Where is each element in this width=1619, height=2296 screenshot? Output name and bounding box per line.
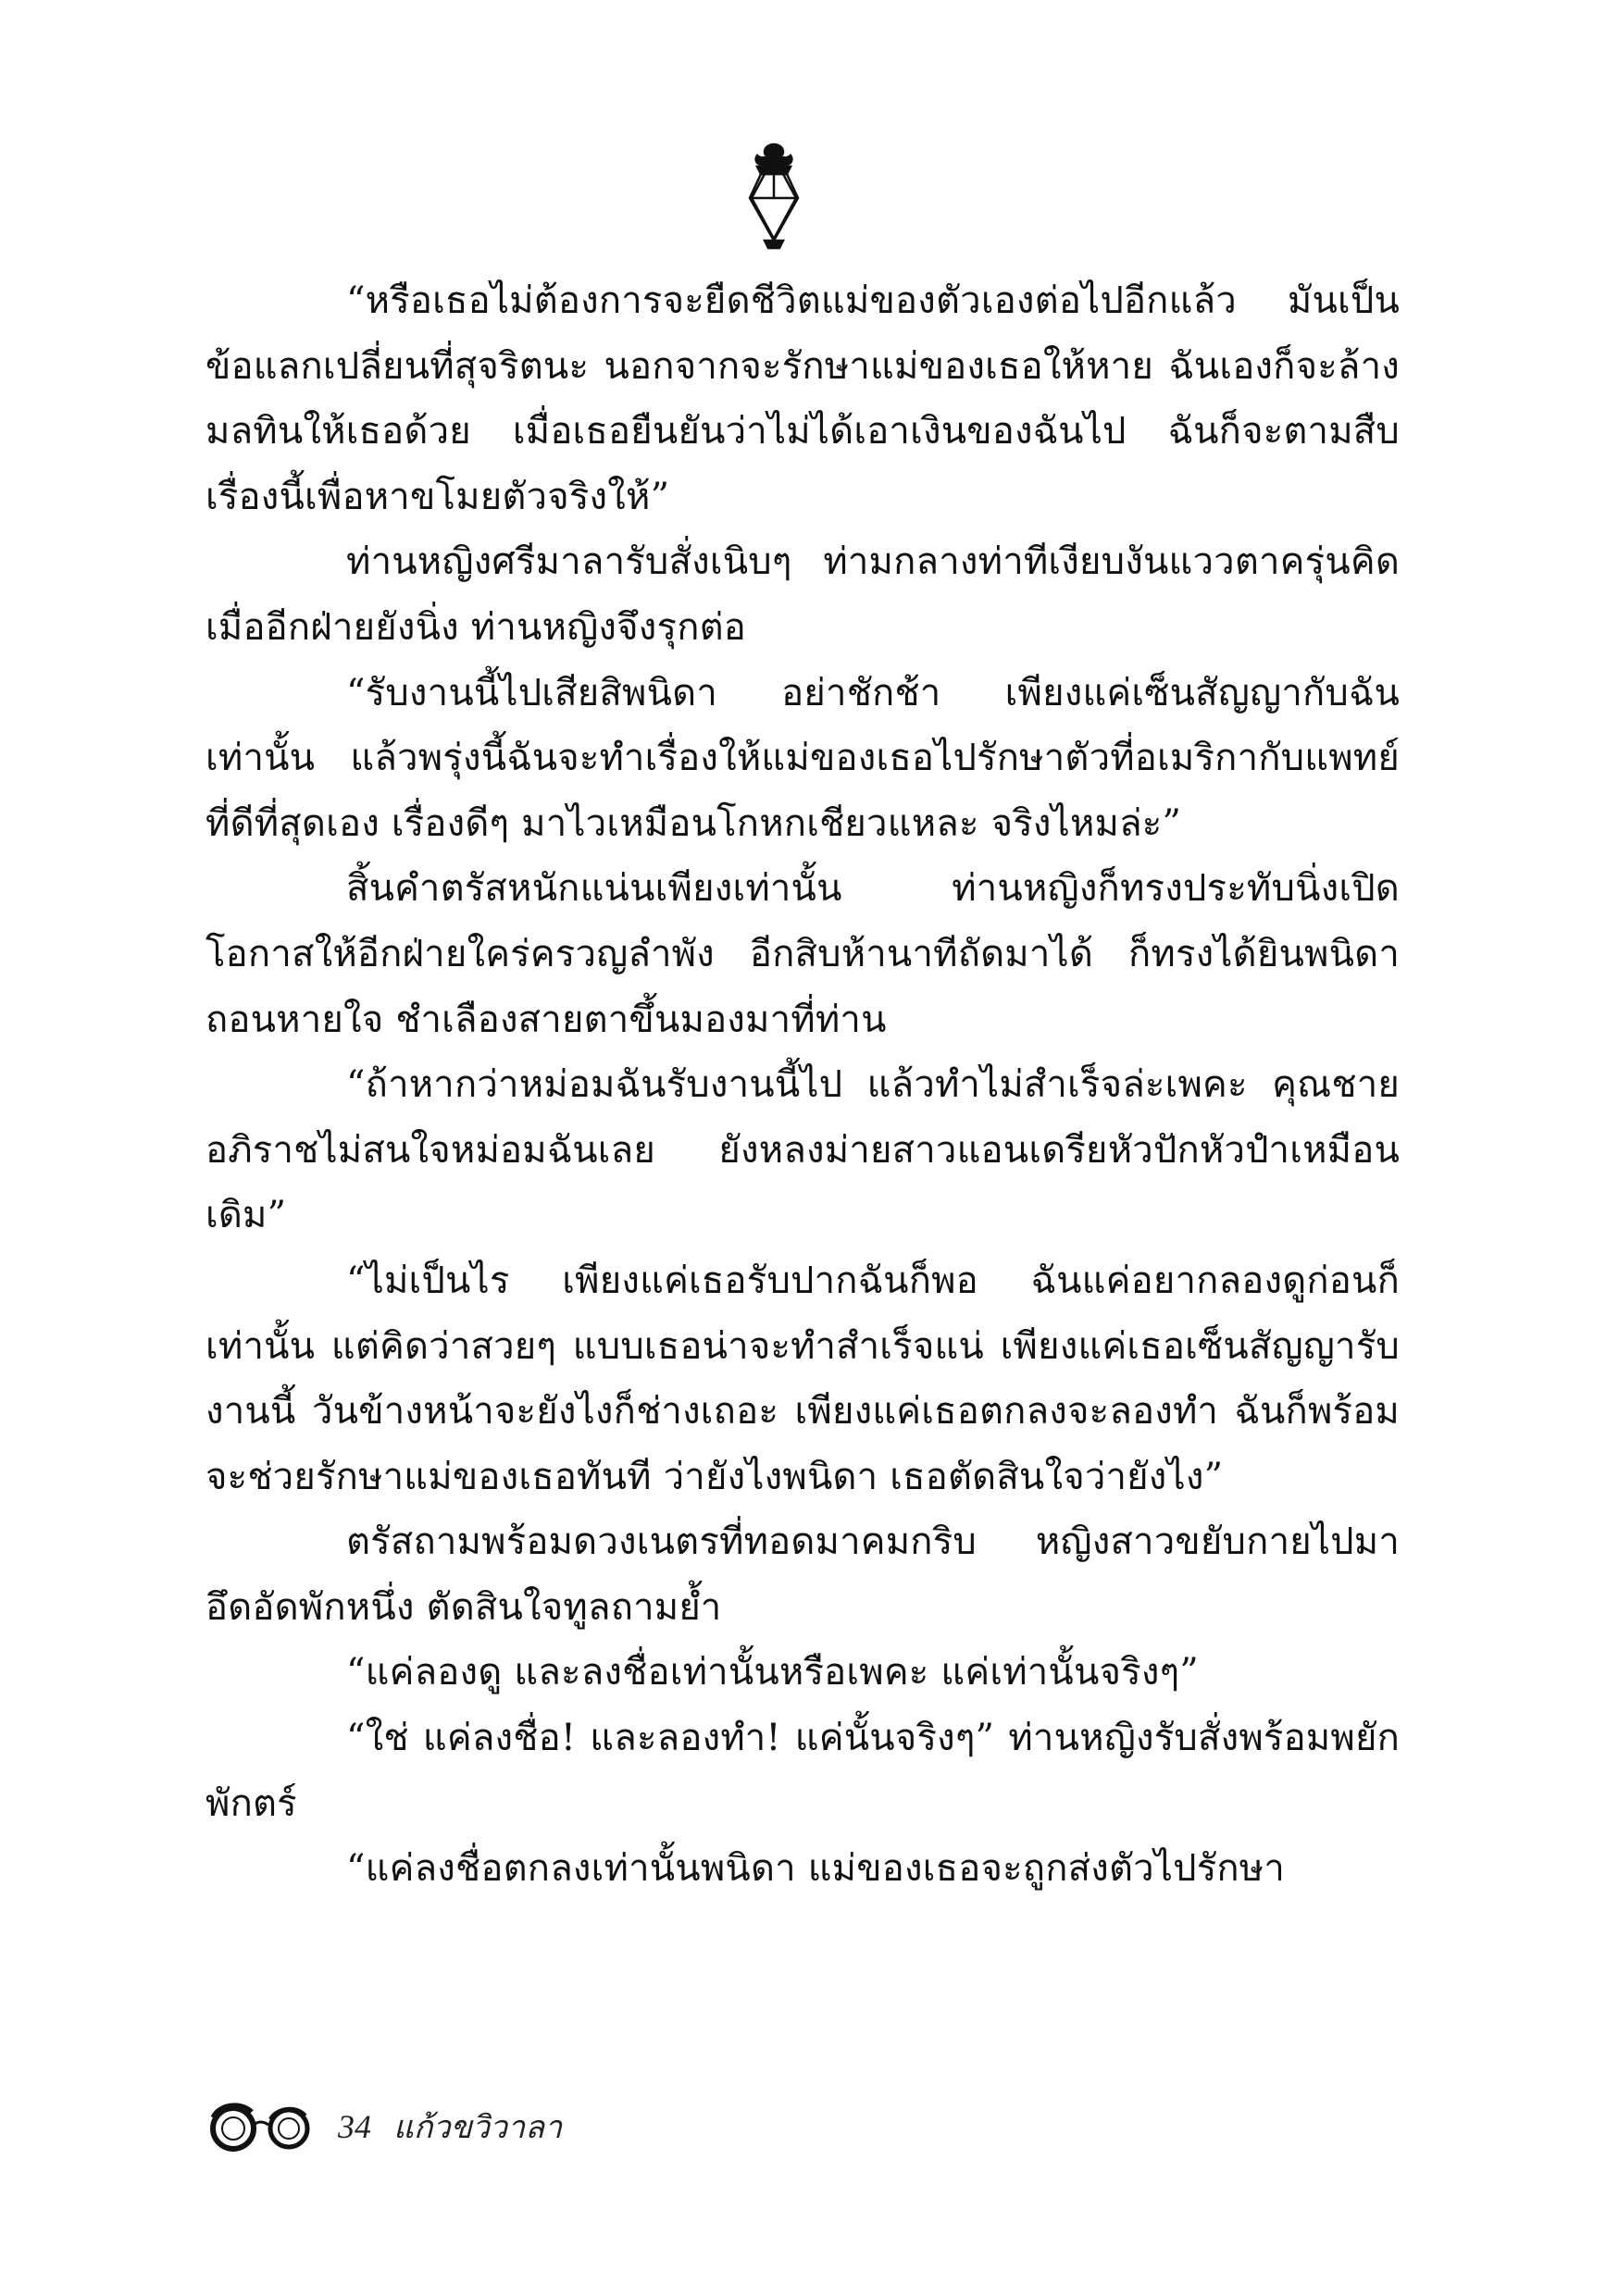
paragraph: “แค่ลองดู และลงชื่อเท่านั้นหรือเพคะ แค่เท่านั้นจริงๆ” [346, 1651, 1199, 1694]
paragraph: สิ้นคำตรัสหนักแน่นเพียงเท่านั้น ท่านหญิงก็ทรงประทับนิ่งเปิดโอกาสให้อีกฝ่ายใคร่ครวญลำพัง อีกสิบห้านาทีถัดมาได้ ก็ทรงได้ยินพนิดาถอนหายใจ ชำเลืองสายตาขึ้นมองมาที่ท่าน [205, 867, 1400, 1041]
paragraph: ตรัสถามพร้อมดวงเนตรที่ทอดมาคมกริบ หญิงสาวขยับกายไปมาอึดอัดพักหนึ่ง ตัดสินใจทูลถามย้ำ [205, 1520, 1400, 1629]
paragraph: “ถ้าหากว่าหม่อมฉันรับงานนี้ไป แล้วทำไม่สำเร็จล่ะเพคะ คุณชายอภิราชไม่สนใจหม่อมฉันเลย ยังหลงม่ายสาวแอนเดรียหัวปักหัวปำเหมือนเดิม” [205, 1063, 1400, 1237]
paragraph: “แค่ลงชื่อตกลงเท่านั้นพนิดา แม่ของเธอจะถูกส่งตัวไปรักษา [346, 1847, 1286, 1891]
body-text [205, 268, 1400, 1902]
handcuffs-icon [205, 2099, 321, 2154]
paragraph: ท่านหญิงศรีมาลารับสั่งเนิบๆ ท่ามกลางท่าทีเงียบงันแววตาครุ่นคิด เมื่ออีกฝ่ายยังนิ่ง ท่านหญิงจึงรุกต่อ [205, 540, 1400, 649]
book-title: แก้วขวิวาลา [393, 2109, 563, 2146]
paragraph: “ไม่เป็นไร เพียงแค่เธอรับปากฉันก็พอ ฉันแค่อยากลองดูก่อนก็เท่านั้น แต่คิดว่าสวยๆ แบบเธอน่าจะทำสำเร็จแน่ เพียงแค่เธอเซ็นสัญญารับงานนี้ วันข้างหน้าจะยังไงก็ช่างเถอะ เพียงแค่เธอตกลงจะลองทำ ฉันก็พร้อมจะช่วยรักษาแม่ของเธอทันที ว่ายังไงพนิดา เธอตัดสินใจว่ายังไง” [205, 1259, 1400, 1498]
lantern-ornament-icon [737, 141, 811, 252]
page-footer [205, 2099, 562, 2154]
paragraph: “หรือเธอไม่ต้องการจะยืดชีวิตแม่ของตัวเองต่อไปอีกแล้ว มันเป็นข้อแลกเปลี่ยนที่สุจริตนะ นอกจากจะรักษาแม่ของเธอให้หาย ฉันเองก็จะล้างมลทินให้เธอด้วย เมื่อเธอยืนยันว่าไม่ได้เอาเงินของฉันไป ฉันก็จะตามสืบเรื่องนี้เพื่อหาขโมยตัวจริงให้” [205, 279, 1400, 518]
paragraph: “ใช่ แค่ลงชื่อ! และลองทำ! แค่นั้นจริงๆ” ท่านหญิงรับสั่งพร้อมพยักพักตร์ [205, 1717, 1400, 1825]
page-number: 34 [338, 2108, 371, 2145]
paragraph: “รับงานนี้ไปเสียสิพนิดา อย่าชักช้า เพียงแค่เซ็นสัญญากับฉันเท่านั้น แล้วพรุ่งนี้ฉันจะทำเรื่องให้แม่ของเธอไปรักษาตัวที่อเมริกากับแพทย์ที่ดีที่สุดเอง เรื่องดีๆ มาไวเหมือนโกหกเชียวแหละ จริงไหมล่ะ” [205, 671, 1400, 845]
